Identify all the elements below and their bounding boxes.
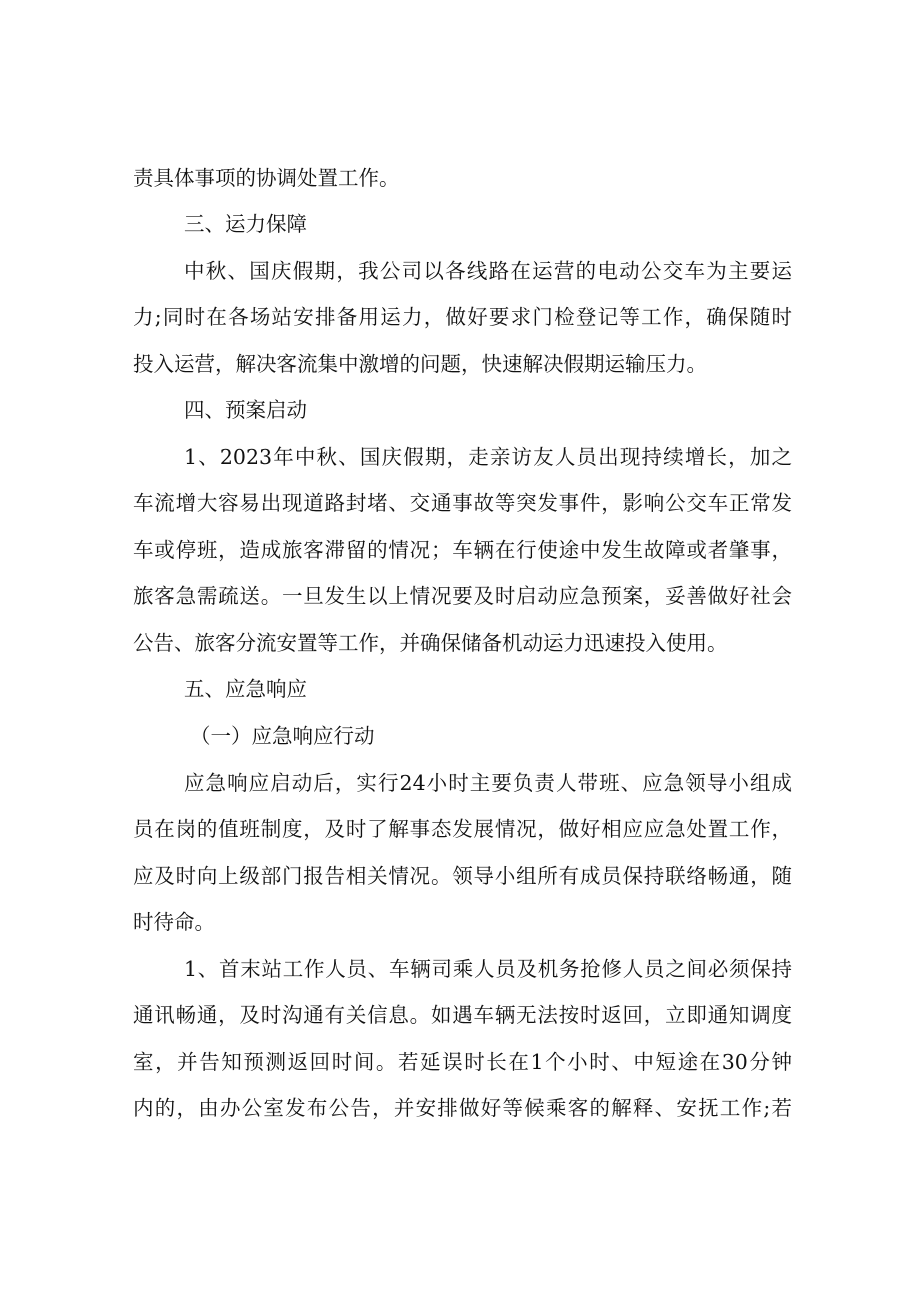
text-line: [0, 163, 920, 193]
line-text: 员在岗的值班制度，及时了解事态发展情况，做好相应应急处置工作，: [133, 817, 792, 841]
line-text: 应急响应启动后，实行24小时主要负责人带班、应急领导小组成: [184, 771, 792, 795]
line-text: 力;同时在各场站安排备用运力，做好要求门检登记等工作，确保随时: [133, 305, 792, 329]
line-text: 应及时向上级部门报告相关情况。领导小组所有成员保持联络畅通，随: [133, 864, 792, 888]
text-line: [0, 628, 920, 658]
text-line: [0, 1093, 920, 1123]
text-line: [0, 349, 920, 379]
text-line: [0, 954, 920, 984]
line-text: 五、应急响应: [184, 677, 307, 701]
text-line: [0, 302, 920, 332]
text-line: [0, 581, 920, 611]
text-line: [0, 535, 920, 565]
line-text: 时待命。: [133, 910, 215, 934]
line-text: （一）应急响应行动: [190, 724, 375, 748]
text-line: [0, 256, 920, 286]
section-heading: [0, 395, 920, 425]
text-line: [0, 768, 920, 798]
line-text: 公告、旅客分流安置等工作，并确保储备机动运力迅速投入使用。: [133, 631, 728, 655]
text-line: [0, 907, 920, 937]
line-text: 三、运力保障: [184, 212, 307, 236]
line-text: 投入运营，解决客流集中激增的问题，快速解决假期运输压力。: [133, 352, 707, 376]
line-text: 内的，由办公室发布公告，并安排做好等候乘客的解释、安抚工作;若: [133, 1096, 792, 1120]
text-line: [0, 488, 920, 518]
subsection-heading: [0, 721, 920, 751]
text-line: [0, 1047, 920, 1077]
text-line: [0, 442, 920, 472]
section-heading: [0, 209, 920, 239]
line-text: 通讯畅通，及时沟通有关信息。如遇车辆无法按时返回，立即通知调度: [133, 1003, 792, 1027]
text-line: [0, 1000, 920, 1030]
line-text: 车或停班，造成旅客滞留的情况；车辆在行使途中发生故障或者肇事，: [133, 538, 792, 562]
line-text: 车流增大容易出现道路封堵、交通事故等突发事件，影响公交车正常发: [133, 491, 792, 515]
text-line: [0, 814, 920, 844]
line-text: 1、首末站工作人员、车辆司乘人员及机务抢修人员之间必须保持: [184, 957, 792, 981]
section-heading: [0, 674, 920, 704]
line-text: 室，并告知预测返回时间。若延误时长在1个小时、中短途在30分钟: [133, 1050, 792, 1074]
line-text: 旅客急需疏送。一旦发生以上情况要及时启动应急预案，妥善做好社会: [133, 584, 792, 608]
text-line: [0, 861, 920, 891]
line-text: 四、预案启动: [184, 398, 307, 422]
line-text: 中秋、国庆假期，我公司以各线路在运营的电动公交车为主要运: [184, 259, 792, 283]
line-text: 责具体事项的协调处置工作。: [133, 166, 400, 190]
line-text: 1、2023年中秋、国庆假期，走亲访友人员出现持续增长，加之: [184, 445, 792, 469]
